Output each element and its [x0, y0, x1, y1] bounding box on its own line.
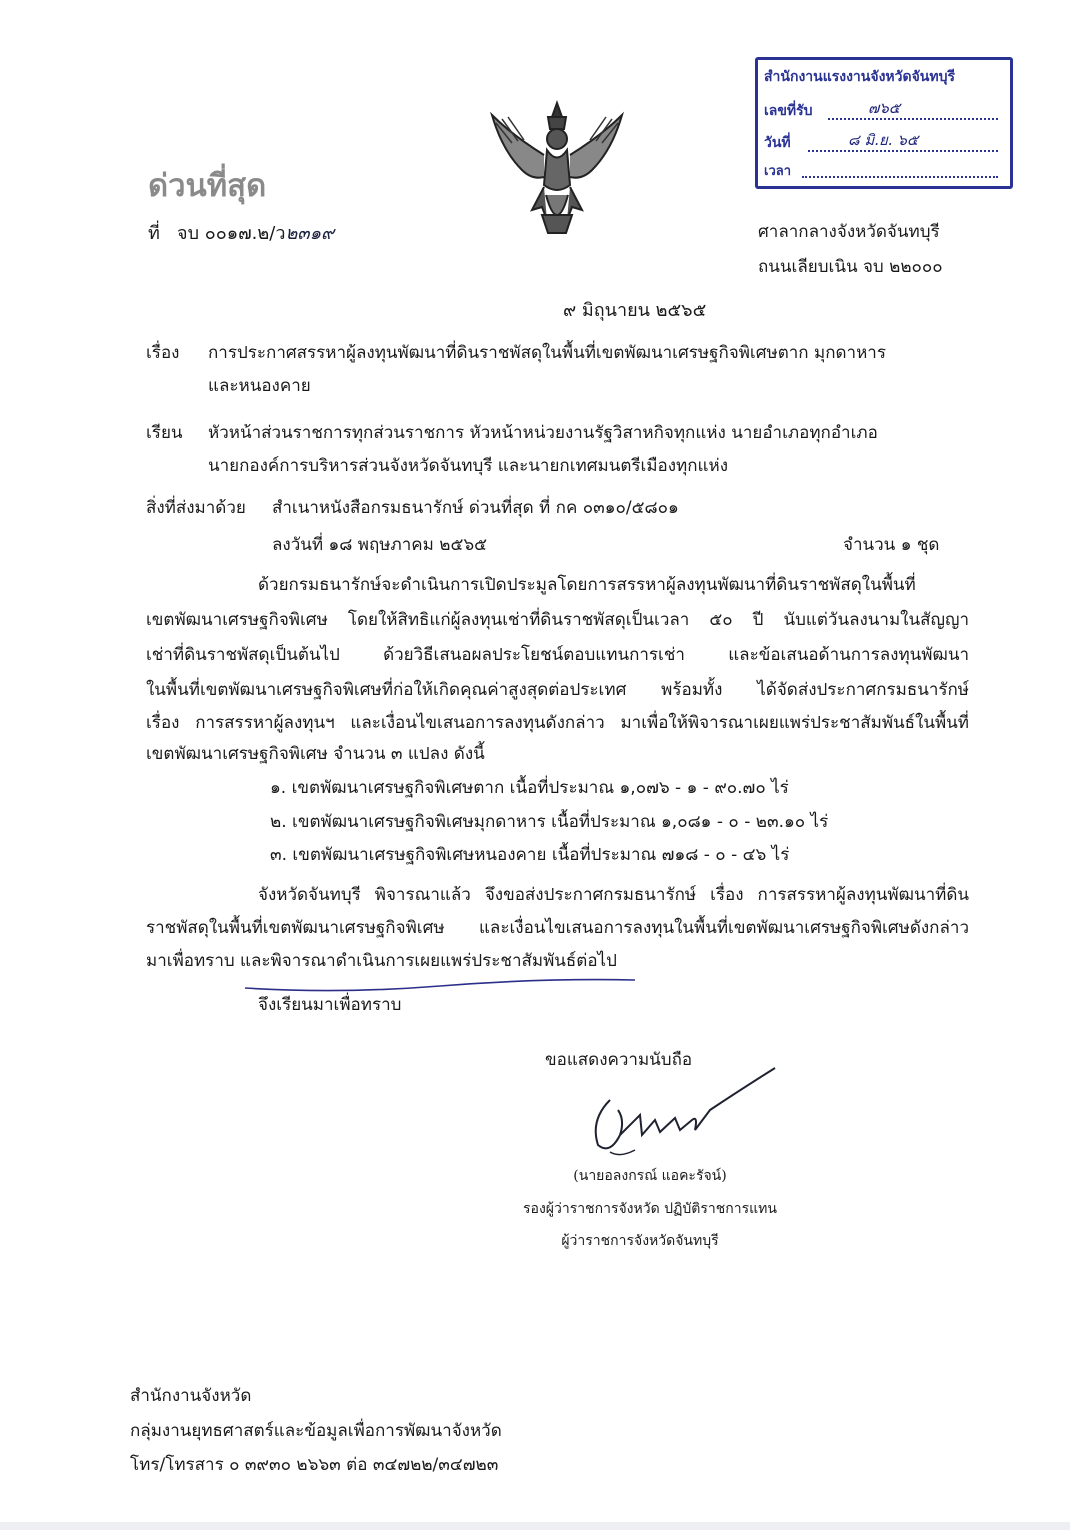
stamp-receive-no-value: ๗๖๕: [868, 99, 901, 117]
paragraph1-line: เขตพัฒนาเศรษฐกิจพิเศษ โดยให้สิทธิแก่ผู้ลงทุนเช่าที่ดินราชพัสดุเป็นเวลา ๕๐ ปี นับแต่วันลงนามในสัญญา: [146, 610, 969, 630]
enclosure-label: สิ่งที่ส่งมาด้วย: [146, 498, 246, 518]
stamp-date-label: วันที่: [764, 135, 791, 151]
page-bottom-edge: [0, 1522, 1070, 1530]
paragraph1-line: เรื่อง การสรรหาผู้ลงทุนฯ และเงื่อนไขเสนอการลงทุนดังกล่าว มาเพื่อให้พิจารณาเผยแพร่ประชาสัมพันธ์ในพื้นที่: [146, 713, 969, 733]
subject-line1: การประกาศสรรหาผู้ลงทุนพัฒนาที่ดินราชพัสดุในพื้นที่เขตพัฒนาเศรษฐกิจพิเศษตาก มุกดาหาร: [208, 343, 886, 363]
paragraph1-line: ด้วยกรมธนารักษ์จะดำเนินการเปิดประมูลโดยการสรรหาผู้ลงทุนพัฒนาที่ดินราชพัสดุในพื้นที่: [258, 575, 916, 595]
recipient-line1: หัวหน้าส่วนราชการทุกส่วนราชการ หัวหน้าหน่วยงานรัฐวิสาหกิจทุกแห่ง นายอำเภอทุกอำเภอ: [208, 423, 878, 443]
footer-division: กลุ่มงานยุทธศาสตร์และข้อมูลเพื่อการพัฒนาจังหวัด: [130, 1421, 502, 1441]
subject-line2: และหนองคาย: [208, 376, 311, 396]
stamp-office: สำนักงานแรงงานจังหวัดจันทบุรี: [764, 69, 955, 85]
recipient-line2: นายกองค์การบริหารส่วนจังหวัดจันทบุรี และนายกเทศมนตรีเมืองทุกแห่ง: [208, 456, 729, 476]
paragraph2-line: จังหวัดจันทบุรี พิจารณาแล้ว จึงขอส่งประกาศกรมธนารักษ์ เรื่อง การสรรหาผู้ลงทุนพัฒนาที่ดิน: [258, 885, 969, 905]
sender-address-line1: ศาลากลางจังหวัดจันทบุรี: [758, 222, 940, 242]
paragraph1-line: เขตพัฒนาเศรษฐกิจพิเศษ จำนวน ๓ แปลง ดังนี้: [146, 744, 485, 764]
signature-icon: [580, 1060, 780, 1160]
paragraph2-line: มาเพื่อทราบ และพิจารณาดำเนินการเผยแพร่ประชาสัมพันธ์ต่อไป: [146, 951, 617, 971]
plot-item-nongkhai: ๓. เขตพัฒนาเศรษฐกิจพิเศษหนองคาย เนื้อที่ประมาณ ๗๑๘ - ๐ - ๔๖ ไร่: [270, 845, 790, 865]
reference-label: ที่: [148, 223, 160, 244]
pen-underline: [240, 968, 640, 998]
reference-handwritten: ๒๓๑๙: [285, 223, 335, 244]
enclosure-line1: สำเนาหนังสือกรมธนารักษ์ ด่วนที่สุด ที่ กค ๐๓๑๐/๕๘๐๑: [272, 498, 679, 518]
stamp-date-value: ๘ มิ.ย. ๖๕: [848, 131, 919, 149]
subject-label: เรื่อง: [146, 343, 180, 363]
plot-item-tak: ๑. เขตพัฒนาเศรษฐกิจพิเศษตาก เนื้อที่ประมาณ ๑,๐๗๖ - ๑ - ๙๐.๗๐ ไร่: [270, 778, 789, 798]
stamp-time-label: เวลา: [764, 164, 792, 179]
received-stamp: [755, 57, 1013, 189]
regards-text: ขอแสดงความนับถือ: [545, 1050, 693, 1070]
footer-office: สำนักงานจังหวัด: [130, 1386, 252, 1406]
stamp-receive-no-label: เลขที่รับ: [764, 103, 813, 119]
paragraph2-line: ราชพัสดุในพื้นที่เขตพัฒนาเศรษฐกิจพิเศษ และเงื่อนไขเสนอการลงทุนในพื้นที่เขตพัฒนาเศรษฐกิจพิเศษดังกล่าว: [146, 918, 969, 938]
sender-address-line2: ถนนเลียบเนิน จบ ๒๒๐๐๐: [758, 257, 943, 277]
reference-prefix: จบ ๐๐๑๗.๒/ว: [177, 223, 286, 244]
paragraph1-line: เช่าที่ดินราชพัสดุเป็นต้นไป ด้วยวิธีเสนอผลประโยชน์ตอบแทนการเช่า และข้อเสนอด้านการลงทุนพัฒนา: [146, 645, 969, 665]
footer-phone: โทร/โทรสาร ๐ ๓๙๓๐ ๒๖๖๓ ต่อ ๓๔๗๒๒/๓๔๗๒๓: [130, 1455, 499, 1475]
enclosure-quantity: จำนวน ๑ ชุด: [843, 535, 940, 555]
signer-position-governor: ผู้ว่าราชการจังหวัดจันทบุรี: [561, 1233, 719, 1249]
letter-date: ๙ มิถุนายน ๒๕๖๕: [563, 300, 707, 321]
signer-name: (นายอลงกรณ์ แอคะรัจน์): [573, 1168, 727, 1184]
recipient-label: เรียน: [146, 423, 183, 443]
closing-text: จึงเรียนมาเพื่อทราบ: [258, 995, 402, 1015]
garuda-emblem-icon: [482, 95, 632, 245]
reference-number: [148, 218, 334, 247]
plot-item-mukdahan: ๒. เขตพัฒนาเศรษฐกิจพิเศษมุกดาหาร เนื้อที่ประมาณ ๑,๐๘๑ - ๐ - ๒๓.๑๐ ไร่: [270, 812, 829, 832]
paragraph1-line: ในพื้นที่เขตพัฒนาเศรษฐกิจพิเศษที่ก่อให้เกิดคุณค่าสูงสุดต่อประเทศ พร้อมทั้ง ได้จัดส่งประกาศกรมธนารักษ์: [146, 680, 969, 700]
urgency-label: ด่วนที่สุด: [148, 168, 267, 204]
enclosure-line2: ลงวันที่ ๑๘ พฤษภาคม ๒๕๖๕: [272, 535, 487, 555]
signer-position: รองผู้ว่าราชการจังหวัด ปฏิบัติราชการแทน: [523, 1201, 777, 1217]
